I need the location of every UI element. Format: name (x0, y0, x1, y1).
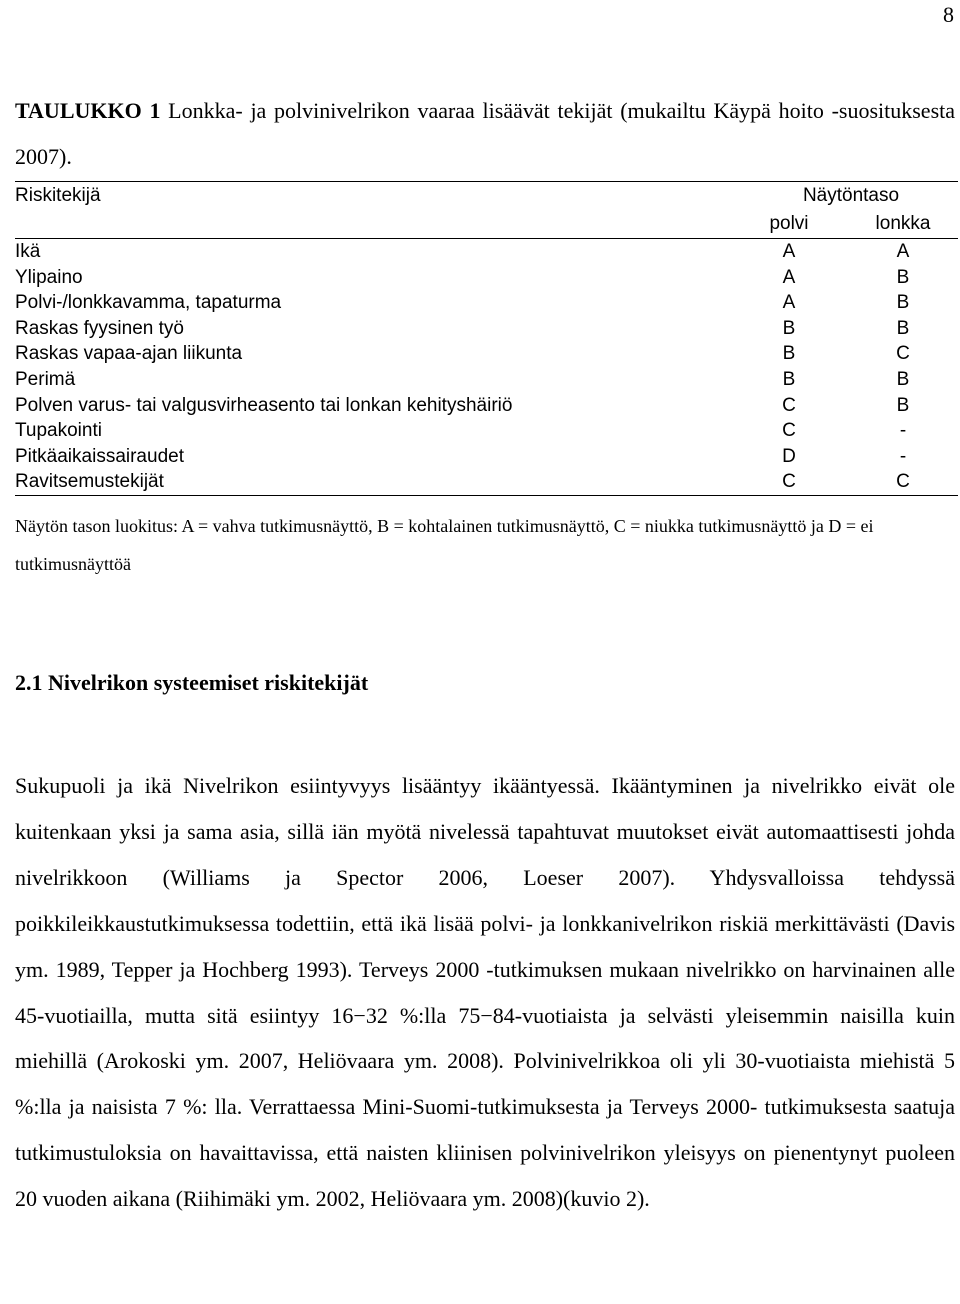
knee-evidence-cell: A (782, 241, 796, 262)
table-body (15, 239, 958, 495)
risk-factor-cell: Raskas fyysinen työ (15, 317, 184, 339)
hip-evidence-cell: - (899, 445, 907, 467)
table-row (15, 469, 958, 495)
knee-evidence-cell: B (782, 317, 796, 339)
hip-evidence-cell: B (896, 394, 910, 416)
hip-evidence-cell: B (896, 266, 910, 288)
header-knee: polvi (769, 213, 809, 234)
table-caption-label: TAULUKKO 1 (15, 98, 161, 123)
risk-factor-table (15, 181, 958, 496)
body-paragraph: Sukupuoli ja ikä Nivelrikon esiintyvyys lisääntyy ikääntyessä. Ikääntyminen ja nivelrikko eivät ole kuitenkaan yksi ja sama asia, sillä iän myötä nivelessä tapahtuvat muutokset eivät automaattisesti johda nivelrikkoon (Williams ja Spector 2006, Loeser 2007). Yhdysvalloissa tehdyssä poikkileikkaustutkimuksessa todettiin, että ikä lisää polvi- ja lonkkanivelrikon riskiä merkittävästi (Davis ym. 1989, Tepper ja Hochberg 1993). Terveys 2000 -tutkimuksen mukaan nivelrikko on harvinainen alle 45-vuotiailla, mutta sitä esiintyy 16−32 %:lla 75−84-vuotiaista ja selvästi yleisemmin naisilla kuin miehillä (Arokoski ym. 2007, Heliövaara ym. 2008). Polvinivelrikkoa oli yli 30-vuotiaista miehistä 5 %:lla ja naisista 7 %: lla. Verrattaessa Mini-Suomi-tutkimuksesta ja Terveys 2000- tutkimuksesta saatuja tutkimustuloksia on havaittavissa, että naisten kliinisen polvinivelrikon yleisyys on pienentynyt puoleen 20 vuoden aikana (Riihimäki ym. 2002, Heliövaara ym. 2008)(kuvio 2). (15, 773, 955, 1212)
knee-evidence-cell: C (782, 420, 796, 442)
hip-evidence-cell: A (896, 241, 910, 262)
header-risk-factor: Riskitekijä (15, 185, 101, 206)
hip-evidence-cell: - (899, 420, 907, 442)
table-row (15, 367, 958, 393)
knee-evidence-cell: D (782, 445, 796, 467)
risk-factor-cell: Raskas vapaa-ajan liikunta (15, 343, 243, 365)
risk-factor-cell: Ylipaino (15, 266, 83, 288)
knee-evidence-cell: B (782, 368, 796, 390)
table-row (15, 239, 958, 265)
header-hip: lonkka (875, 213, 931, 234)
risk-factor-cell: Pitkäaikaissairaudet (15, 445, 184, 467)
knee-evidence-cell: C (782, 394, 796, 416)
risk-factor-cell: Tupakointi (15, 420, 102, 442)
risk-factor-cell: Polven varus- tai valgusvirheasento tai lonkan kehityshäiriö (15, 394, 513, 416)
risk-factor-cell: Polvi-/lonkkavamma, tapaturma (15, 292, 282, 314)
table-row (15, 444, 958, 470)
table-header-row (15, 182, 958, 209)
hip-evidence-cell: B (896, 292, 910, 314)
table-row (15, 341, 958, 367)
hip-evidence-cell: B (896, 317, 910, 339)
table-row (15, 418, 958, 444)
knee-evidence-cell: A (782, 292, 796, 314)
risk-factor-cell: Ravitsemustekijät (15, 471, 164, 493)
table-note: Näytön tason luokitus: A = vahva tutkimusnäyttö, B = kohtalainen tutkimusnäyttö, C = niukka tutkimusnäyttö ja D = ei tutkimusnäyttöä (15, 516, 874, 574)
section-heading: 2.1 Nivelrikon systeemiset riskitekijät (15, 670, 369, 695)
table-subheader-row (15, 209, 958, 239)
knee-evidence-cell: A (782, 266, 796, 288)
table-caption-text: Lonkka- ja polvinivelrikon vaaraa lisäävät tekijät (mukailtu Käypä hoito -suosituksesta 2007). (15, 98, 956, 169)
header-evidence-level: Näytöntaso (802, 185, 900, 206)
table-row (15, 265, 958, 291)
risk-factor-cell: Ikä (15, 241, 41, 262)
page-number: 8 (943, 2, 954, 27)
knee-evidence-cell: C (782, 471, 796, 493)
knee-evidence-cell: B (782, 343, 796, 365)
table-caption (15, 88, 955, 180)
hip-evidence-cell: B (896, 368, 910, 390)
table-row (15, 393, 958, 419)
hip-evidence-cell: C (896, 471, 910, 493)
hip-evidence-cell: C (896, 343, 910, 365)
table-row (15, 316, 958, 342)
risk-factor-cell: Perimä (15, 368, 76, 390)
table-row (15, 290, 958, 316)
